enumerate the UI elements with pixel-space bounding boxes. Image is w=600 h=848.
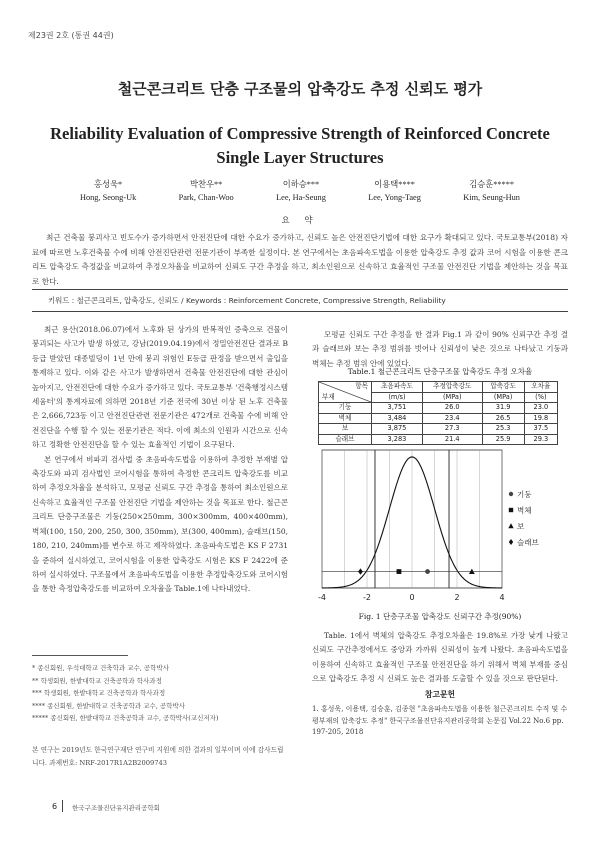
table-corner-cell: 항목 부재 [319, 382, 372, 403]
abstract-text: 최근 건축물 붕괴사고 빈도수가 증가하면서 안전진단에 대한 수요가 증가하고, 신뢰도 높은 안전진단기법에 대한 요구가 확대되고 있다. 국토교통부(2018) 자료에 따르면 노후건축물 수에 비해 안전진단관련 전문기관이 부족한 실정이다. 본 연구에서는 초음파속도법을 이용한 압축강도 추정 값과 코어 시험을 이용한 콘크리트 압축강도 측정값을 비교하여 추정오차율을 비교하여 신뢰도 구간 추정을 하고, 최소인원으로 신속하고 효율적인 구조물 안전진단 기법을 제안하는 것을 목표로 한다. [32, 233, 568, 286]
data-point-2 [397, 569, 402, 574]
right-intro: 모평균 신뢰도 구간 추정을 한 결과 Fig.1 과 같이 90% 신뢰구간 추정 결과 슬래브와 보는 추정 범위를 벗어나 신뢰성이 낮은 것으로 나타났고 기둥과 벽체는 추정 범위 안에 있었다. [312, 330, 568, 368]
table-header: 압축강도 [482, 382, 524, 393]
legend-marker [509, 539, 513, 545]
title-english-line2: Single Layer Structures [216, 148, 384, 167]
right-discussion: Table. 1에서 벽체의 압축강도 추정오차율은 19.8%로 가장 낮게 나왔고 신뢰도 구간추정에서도 중앙과 가까워 신뢰성이 높게 나왔다. 초음파속도법을 이용하여 신속하고 효율적인 구조물 안전진단을 하기 위해서 벽체 부재를 중심으로 압축강도 추정 시 신뢰도 높은 결과를 도출할 수 있을 것으로 판단된다. [312, 631, 568, 684]
x-tick-label: -4 [318, 593, 326, 602]
data-point-1 [425, 569, 430, 574]
left-column-body [32, 323, 288, 597]
confidence-interval-chart [312, 444, 568, 610]
table-unit: (m/s) [372, 392, 423, 403]
figure-caption: Fig. 1 단층구조물 압축강도 신뢰구간 추정(90%) [358, 612, 522, 621]
table-header-row [319, 382, 558, 393]
footnote: **** 종신회원, 한밭대학교 건축공학과 교수, 공학박사 [32, 701, 186, 710]
abstract-heading: 요 약 [281, 216, 319, 226]
footnote: ** 학생회원, 한밭대학교 건축공학과 학사과정 [32, 676, 162, 685]
footnote: ***** 종신회원, 한밭대학교 건축공학과 교수, 공학박사(교신저자) [32, 714, 219, 722]
reference-item: 1. 홍성욱, 이용택, 김승훈, 김종현 "초음파속도법을 이용한 철근콘크리트 수직 및 수평부재의 압축강도 추정" 한국구조물진단유지관리공학회 논문집 Vol.22 No.6 pp. 197-205, 2018 [312, 705, 568, 736]
legend-label: 보 [517, 522, 525, 531]
title-english-line1: Reliability Evaluation of Compressive Strength of Reinforced Concrete [50, 124, 550, 143]
x-tick-label: 4 [499, 593, 505, 602]
legend-marker [509, 508, 513, 512]
author-5: 김승훈***** Kim, Seung-Hun [463, 180, 520, 202]
references-list [312, 704, 568, 739]
x-tick-label: 2 [454, 593, 460, 602]
legend-marker [509, 492, 513, 496]
table-row: 슬래브 3,283 21.4 25.9 29.3 [319, 434, 558, 445]
table-row: 보 3,875 27.3 25.3 37.5 [319, 424, 558, 435]
table-unit: (%) [524, 392, 557, 403]
legend-marker [508, 523, 513, 528]
table-unit: (MPa) [422, 392, 482, 403]
journal-name: 한국구조물진단유지관리공학회 [72, 804, 160, 812]
author-2: 박찬우** Park, Chan-Woo [178, 180, 234, 202]
table-header: 추정압축강도 [422, 382, 482, 393]
footnote: *** 학생회원, 한밭대학교 건축공학과 학사과정 [32, 689, 166, 697]
footnote-rule [32, 655, 128, 656]
title-korean: 철근콘크리트 단층 구조물의 압축강도 추정 신뢰도 평가 [117, 80, 483, 98]
funding-note: 본 연구는 2019년도 한국연구재단 연구비 지원에 의한 결과의 일부이며 이에 감사드립니다. 과제번호: NRF-2017R1A2B2009743 [32, 746, 284, 767]
table-row: 기둥 3,751 26.0 31.9 23.0 [319, 403, 558, 414]
page-number: 6 [52, 802, 58, 811]
data-point-4 [358, 568, 363, 574]
author-4: 이용택**** Lee, Yong-Taeg [368, 180, 421, 202]
table-unit: (MPa) [482, 392, 524, 403]
legend-label: 슬래브 [517, 538, 539, 547]
paragraph-intro: 최근 용산(2018.06.07)에서 노후화 된 상가의 반복적인 증축으로 건물이 붕괴되는 사고가 발생 하였고, 강남(2019.04.19)에서 정밀안전진단 결과로 B등급 받았던 대종빌딩이 1년 만에 붕괴 위험인 E등급 판정을 받으면서 출입을 통제하고 있다. 이와 같은 사고가 발생하면서 건축물 안전진단에 대한 관심이 높아지고, 안전진단에 대한 수요가 증가하고 있다. 국토교통부 '건축행정시스템 세움터'의 통계자료에 의하면 2018년 기준 전국에 30년 이상 된 노후 건축물은 2,666,723동 이고 안전진단관련 전문기관은 472개로 건축물 수에 비해 안전진단을 수행 할 수 있는 전문기관은 적다. 이에 최소의 인원과 시간으로 신속하고 정확한 안전진단을 할 수 있는 효율적인 기법이 요구된다. [32, 325, 288, 450]
issue-header: 제23권 2호 (통권 44권) [28, 31, 114, 40]
page-divider [62, 800, 63, 812]
footnote: * 종신회원, 우석대학교 건축학과 교수, 공학박사 [32, 664, 170, 672]
author-list [80, 178, 520, 204]
legend-label: 벽체 [517, 506, 532, 515]
paragraph-method: 본 연구에서 비파괴 검사법 중 초음파속도법을 이용하여 추정한 부재별 압축강도와 파괴 검사법인 코어시험을 통하여 측정한 콘크리트 압축강도를 비교하여 추정오차율을 분석하고, 모평균 신뢰도 구간 추정을 통하여 최소인원으로 신속하고 효율적인 구조물 안전진단 기법을 제안하는 것을 목표로 한다. 철근콘크리트 단층구조물은 기둥(250×250mm, 300×300mm, 400×400mm), 벽체(100, 150, 200, 250, 300, 350mm), 보(300, 400mm), 슬래브(150, 180, 210, 240mm)를 변수로 하고 제작하였다. 초음파속도법은 KS F 2731을 준하여 실시하였고, 코어시험을 이용한 압축강도 시험은 KS F 2422에 준하여 실시하였다. 구조물에서 초음파속도법을 이용한 추정압축강도와 코어시험을 통한 측정압축강도를 비교하여 오차율을 Table.1에 나타내었다. [32, 454, 288, 594]
author-3: 이하승*** Lee, Ha-Seung [276, 180, 326, 202]
title-english [40, 122, 560, 170]
table-caption: Table.1 철근콘크리트 단층구조물 압축강도 추정 오차율 [347, 367, 533, 376]
table-header: 초음파속도 [372, 382, 423, 393]
table-header: 오차율 [524, 382, 557, 393]
keyword-rule-top [32, 289, 568, 290]
legend-label: 기둥 [517, 490, 532, 499]
x-tick-label: 0 [409, 593, 415, 602]
references-heading: 참고문헌 [424, 690, 456, 699]
table-row: 벽체 3,484 23.4 26.5 19.8 [319, 413, 558, 424]
keyword-rule-bottom [32, 311, 568, 312]
footnotes [32, 662, 292, 725]
x-tick-label: -2 [363, 593, 371, 602]
keywords: 키워드 : 철근콘크리트, 압축강도, 신뢰도 / Keywords : Reinforcement Concrete, Compressive Strength, Reliability [48, 296, 446, 305]
strength-error-table [318, 381, 558, 445]
author-1: 홍성욱* Hong, Seong-Uk [80, 180, 137, 202]
